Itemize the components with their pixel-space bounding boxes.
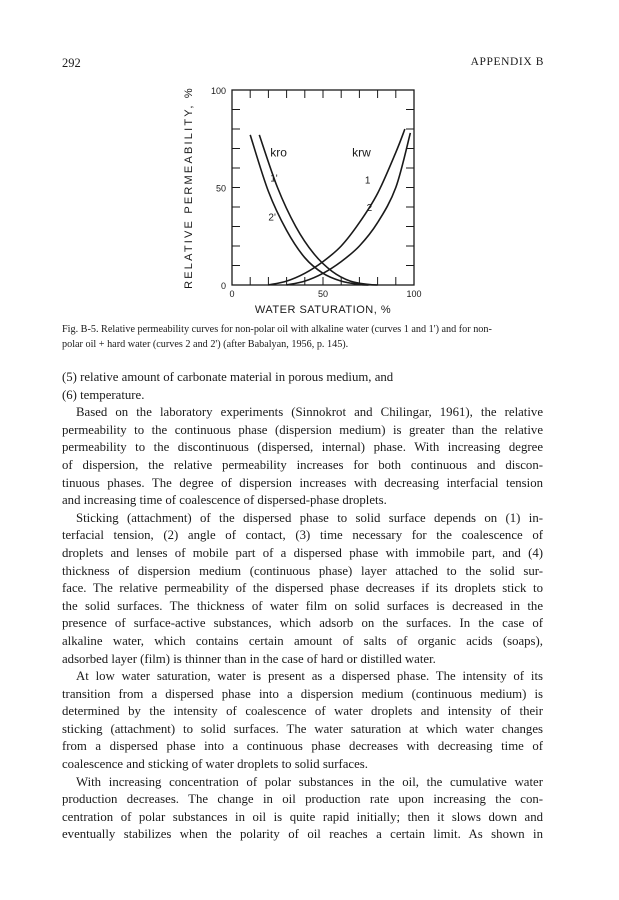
plot-frame [232,90,414,285]
x-tick-label: 100 [406,289,422,299]
caption-line: Fig. B-5. Relative permeability curves for non-polar oil with alkaline water (curves 1 and 1') and for non- [62,324,492,335]
paragraph-line: from a dispersed phase into a continuous phase decreases with decreasing time of [62,739,543,754]
page-header [62,56,544,72]
plot-border [232,90,414,285]
caption-line: polar oil + hard water (curves 2 and 2') (after Babalyan, 1956, p. 145). [62,339,349,350]
curve-1p-label: 1' [270,173,278,185]
paragraph-line: permeability to the continuous phase (dispersion medium) is greater than the relative [62,422,543,437]
paragraph-line: At low water saturation, water is present as a dispersed phase. The intensity of its [76,669,543,684]
paragraph-line: of dispersion, the relative permeability increases for both continuous and discon- [62,457,543,472]
paragraph-line: the solid surfaces. The thickness of water film on solid surfaces is decreased in the [62,598,543,613]
curve-2-label: 2 [366,202,373,214]
paragraph-line: eventually stabilizes when the polarity of oil reaches a certain limit. As shown in [62,827,543,842]
krw-label: krw [352,145,371,160]
page-number: 292 [62,56,81,70]
kro-label: kro [270,145,287,160]
paragraph-line: and increasing time of coalescence of dispersed-phase droplets. [62,493,387,508]
paragraph-line: determined by the intensity of coalescence of water droplets and intensity of their [62,704,543,719]
paragraph-line: coalescence and sticking of water droplets to solid surfaces. [62,757,368,772]
paragraph-line: presence of surface-active substances, which adsorb on the surfaces. In the case of [62,616,543,631]
y-tick-label: 100 [210,86,226,96]
paragraph-line: With increasing concentration of polar substances in the oil, the cumulative water [76,774,543,789]
curve-1 [268,129,405,285]
x-tick-label: 0 [229,289,235,299]
running-head: APPENDIX B [470,56,544,68]
paragraph-line: face. The relative permeability of the dispersed phase decreases if its droplets stick to [62,581,543,596]
curve-2 [287,133,411,285]
relative-permeability-chart [150,78,450,316]
paragraph-line: production decreases. The change in oil production rate upon increasing the con- [62,792,543,807]
paragraph-line: thickness of dispersion medium (continuous phase) layer attached to the solid sur- [62,563,543,578]
list-item: (5) relative amount of carbonate material in porous medium, and [62,370,394,384]
paragraph-line: Sticking (attachment) of the dispersed phase to solid surface depends on (1) in- [76,510,543,525]
paragraph-line: sticking (attachment) to solid surfaces. The water saturation at which water changes [62,721,543,736]
curve-1-label: 1 [364,175,371,187]
paragraph-line: terfacial tension, (2) angle of contact, (3) time necessary for the coalescence of [62,528,543,543]
paragraph-line: adsorbed layer (film) is thinner than in the case of hard or distilled water. [62,651,436,666]
paragraph-line: droplets and lenses of mobile part of a dispersed phase with immobile part, and (4) [62,545,543,560]
y-axis-label: RELATIVE PERMEABILITY, % [183,86,195,289]
paragraph-line: transition from a dispersed phase into a dispersion medium (continuous medium) is [62,686,543,701]
body-text [62,369,543,844]
paragraph-line: centration of polar substances in oil is quite rapid initially; then it slows down and [62,809,543,824]
x-tick-label: 50 [317,289,329,299]
paragraph-line: alkaline water, which contains certain amount of salts of organic acids (soaps), [62,633,543,648]
curve-2p-label: 2' [268,212,276,224]
axis-ticks [232,90,414,285]
paragraph-line: Based on the laboratory experiments (Sinnokrot and Chilingar, 1961), the relative [76,405,543,420]
y-tick-label: 50 [215,183,226,194]
paragraph-line: permeability to the discontinuous (dispersed, internal) phase. With increasing degree [62,440,543,455]
figure-caption [62,322,544,352]
y-tick-label: 0 [220,281,226,291]
curve-2p [250,135,368,285]
list-item: (6) temperature. [62,387,145,402]
paragraph-line: tinuous phases. The degree of dispersion increases with decreasing interfacial tension [62,475,543,490]
x-axis-label: WATER SATURATION, % [254,304,392,316]
